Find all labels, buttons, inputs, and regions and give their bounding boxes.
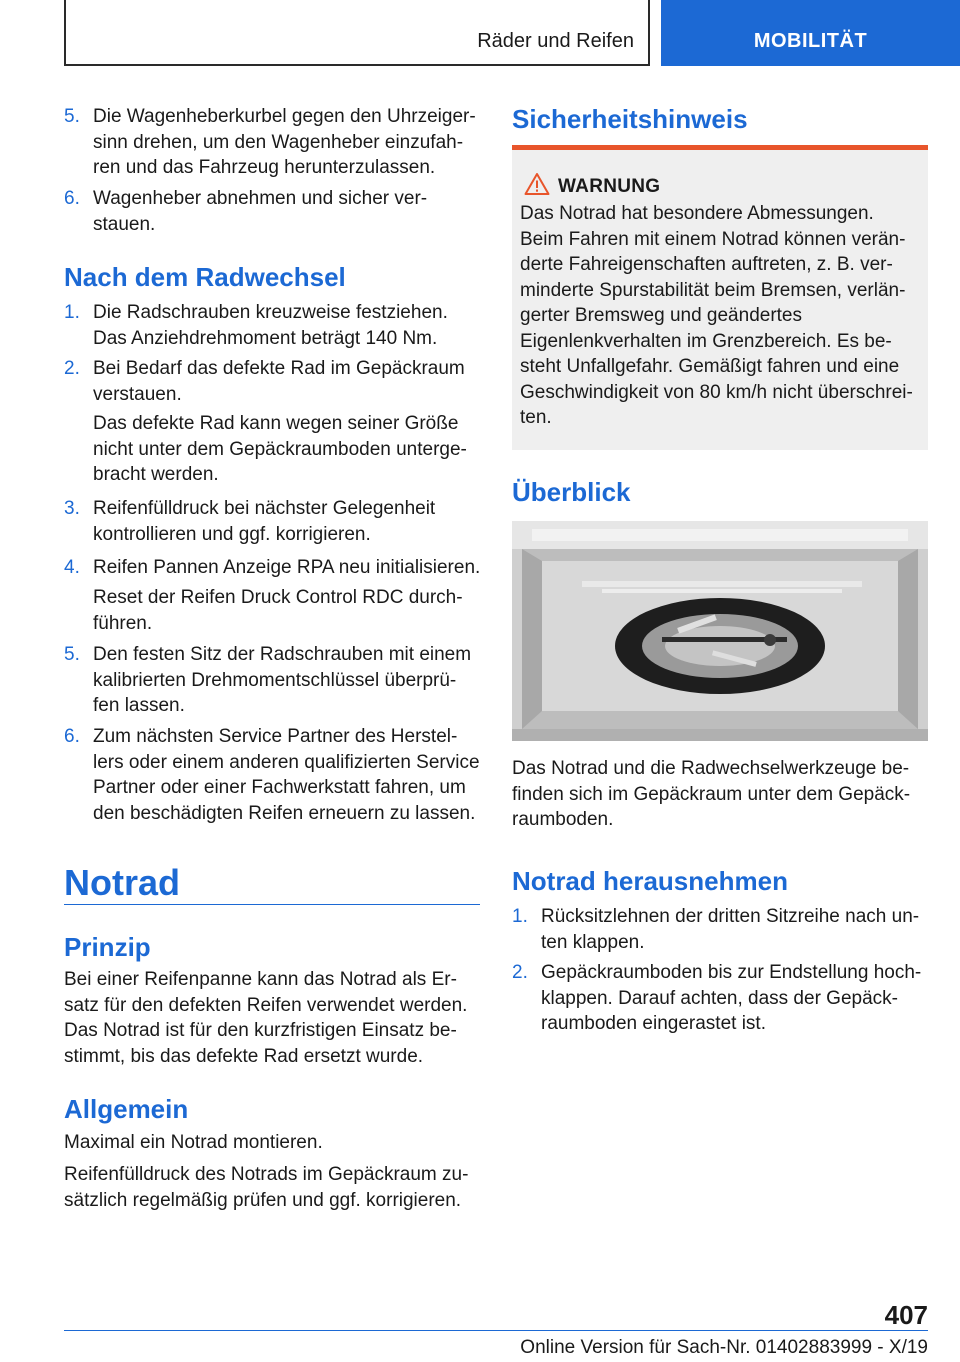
heading-nach-dem-radwechsel: Nach dem Radwechsel: [64, 262, 346, 292]
step-text: Gepäckraumboden bis zur Endstellung hoch- klappen. Darauf achten, dass der Gepäck- raumboden eingerastet ist.: [541, 962, 922, 1034]
step-text: Reifen Pannen Anzeige RPA neu initialisieren.: [93, 557, 481, 578]
trunk-illustration: [512, 521, 928, 741]
step-text: Bei Bedarf das defekte Rad im Gepäckraum verstauen.: [93, 358, 465, 405]
step-text: Rücksitzlehnen der dritten Sitzreihe nach un- ten klappen.: [541, 906, 920, 953]
header-chapter-title: MOBILITÄT: [753, 30, 868, 52]
step-number: 1.: [64, 302, 80, 323]
step-text: Den festen Sitz der Radschrauben mit einem kalibrierten Drehmomentschlüssel überprü- fen lassen.: [93, 644, 472, 716]
allgemein-paragraph-2: Reifenfülldruck des Notrads im Gepäckraum zu- sätzlich regelmäßig prüfen und ggf. korrigieren.: [64, 1164, 469, 1211]
step-note: Reset der Reifen Druck Control RDC durch- führen.: [93, 587, 463, 634]
step-number: 1.: [512, 906, 528, 927]
step-number: 2.: [64, 358, 80, 379]
step-number: 5.: [64, 644, 80, 665]
step-text: Wagenheber abnehmen und sicher ver- stauen.: [93, 188, 428, 235]
step-note: Das defekte Rad kann wegen seiner Größe nicht unter dem Gepäckraumboden unterge- bracht werden.: [93, 413, 467, 485]
footer-online-version: Online Version für Sach-Nr. 01402883999 - X/19: [520, 1337, 928, 1358]
warning-triangle-icon: [524, 172, 550, 196]
header-section-title: Räder und Reifen: [477, 30, 634, 52]
step-text: Zum nächsten Service Partner des Herstel- lers oder einem anderen qualifizierten Service Partner oder einer Fachwerkstatt fahren, um den beschädigten Reifen erneuern zu lassen.: [93, 726, 480, 824]
heading-ueberblick: Überblick: [512, 477, 631, 507]
photo-caption: Das Notrad und die Radwechselwerkzeuge be- finden sich im Gepäckraum unter dem Gepäck- raumboden.: [512, 758, 911, 830]
header-chapter-tab: [661, 0, 960, 66]
warning-box: [512, 150, 928, 450]
allgemein-paragraph-1: Maximal ein Notrad montieren.: [64, 1132, 323, 1153]
step-number: 6.: [64, 188, 80, 209]
step-text: Die Wagenheberkurbel gegen den Uhrzeiger- sinn drehen, um den Wagenheber einzufah- ren und das Fahrzeug herunterzulassen.: [93, 106, 476, 178]
step-text: Reifenfülldruck bei nächster Gelegenheit kontrollieren und ggf. korrigieren.: [93, 498, 436, 545]
heading-notrad-herausnehmen: Notrad herausnehmen: [512, 866, 788, 896]
warning-text: Das Notrad hat besondere Abmessungen. Beim Fahren mit einem Notrad können verän- derte Fahreigenschaften auftreten, z. B. ver- minderte Spurstabilität beim Bremsen, verlän- gerter Bremsweg und geändertes Eigenlenkverhalten im Grenzbereich. Es be- steht Unfallgefahr. Gemäßigt fahren und eine Geschwindigkeit von 80 km/h nicht überschrei- ten.: [520, 203, 913, 428]
step-number: 4.: [64, 557, 80, 578]
footer-rule: [64, 1330, 928, 1331]
heading-sicherheitshinweis: Sicherheitshinweis: [512, 104, 748, 134]
step-number: 3.: [64, 498, 80, 519]
header-section-box: [64, 0, 650, 66]
page-number: 407: [884, 1300, 928, 1330]
spare-wheel-photo: [512, 521, 928, 741]
step-number: 2.: [512, 962, 528, 983]
heading-rule: [64, 904, 480, 905]
step-text: Die Radschrauben kreuzweise festziehen. Das Anziehdrehmoment beträgt 140 Nm.: [93, 302, 448, 349]
warning-title: WARNUNG: [558, 176, 661, 197]
heading-notrad: Notrad: [64, 862, 180, 903]
step-number: 6.: [64, 726, 80, 747]
step-number: 5.: [64, 106, 80, 127]
prinzip-paragraph: Bei einer Reifenpanne kann das Notrad als Er- satz für den defekten Reifen verwendet werden. Das Notrad ist für den kurzfristigen Einsatz be- stimmt, bis das defekte Rad ersetzt wurde.: [64, 969, 468, 1067]
heading-prinzip: Prinzip: [64, 932, 151, 962]
heading-allgemein: Allgemein: [64, 1094, 189, 1124]
